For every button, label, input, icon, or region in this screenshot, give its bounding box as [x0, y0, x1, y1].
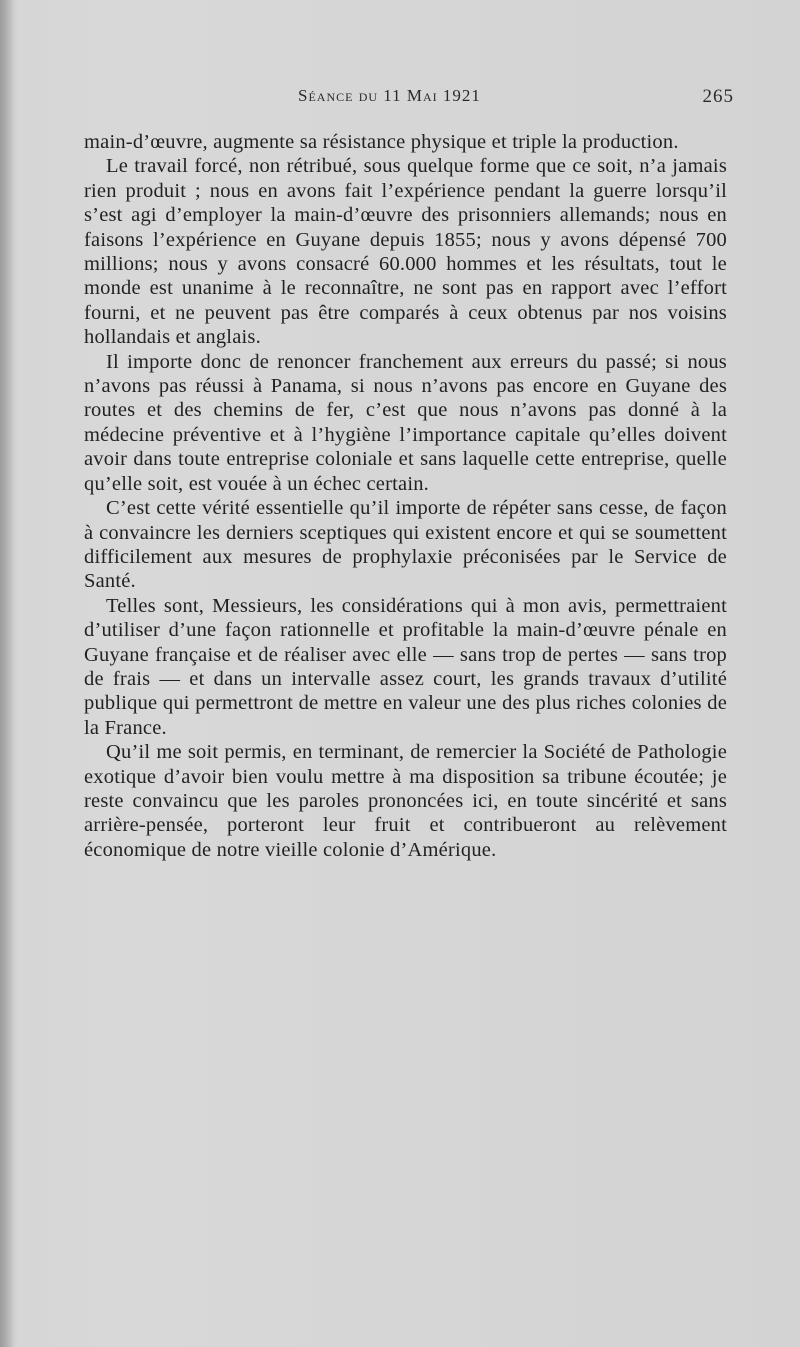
- binding-shadow: [0, 0, 14, 1347]
- running-title: Séance du 11 Mai 1921: [298, 86, 481, 105]
- paragraph: Qu’il me soit permis, en terminant, de remercier la Société de Pathologie exotique d’avoir bien voulu mettre à ma disposition sa tribune écoutée; je reste convaincu que les paroles prononcées ici, en toute sincérité et sans arrière-pensée, porteront leur fruit et contribueront au relèvement économique de notre vieille colonie d’Amérique.: [84, 741, 727, 861]
- paragraph: Telles sont, Messieurs, les considérations qui à mon avis, permettraient d’utiliser d’une façon rationnelle et profitable la main-d’œuvre pénale en Guyane française et de réaliser avec elle — sans trop de pertes — sans trop de frais — et dans un intervalle assez court, les grands travaux d’utilité publique qui permettront de mettre en valeur une des plus riches colonies de la France.: [84, 594, 727, 739]
- paragraph: C’est cette vérité essentielle qu’il importe de répéter sans cesse, de façon à convaincre les derniers sceptiques qui existent encore et qui se soumettent difficilement aux mesures de prophylaxie préconisées par le Service de Santé.: [84, 497, 727, 593]
- running-head: [84, 86, 734, 114]
- paragraph: Le travail forcé, non rétribué, sous quelque forme que ce soit, n’a jamais rien produit ; nous en avons fait l’expérience pendant la guerre lorsqu’il s’est agi d’employer la main-d’œuvre des prisonniers allemands; nous en faisons l’expérience en Guyane depuis 1855; nous y avons dépensé 700 millions; nous y avons consacré 60.000 hommes et les résultats, tout le monde est unanime à le reconnaître, ne sont pas en rapport avec l’effort fourni, et ne peuvent pas être comparés à ceux obtenus par nos voisins hollandais et anglais.: [84, 155, 727, 349]
- paragraph: main-d’œuvre, augmente sa résistance physique et triple la production.: [84, 131, 679, 153]
- body-text: [84, 130, 727, 862]
- paragraph: Il importe donc de renoncer franchement aux erreurs du passé; si nous n’avons pas réussi à Panama, si nous n’avons pas encore en Guyane des routes et des chemins de fer, c’est que nous n’avons pas donné à la médecine préventive et à l’hygiène l’importance capitale qu’elles doivent avoir dans toute entreprise coloniale et sans laquelle cette entreprise, quelle qu’elle soit, est vouée à un échec certain.: [84, 350, 727, 495]
- page-number: 265: [702, 86, 734, 107]
